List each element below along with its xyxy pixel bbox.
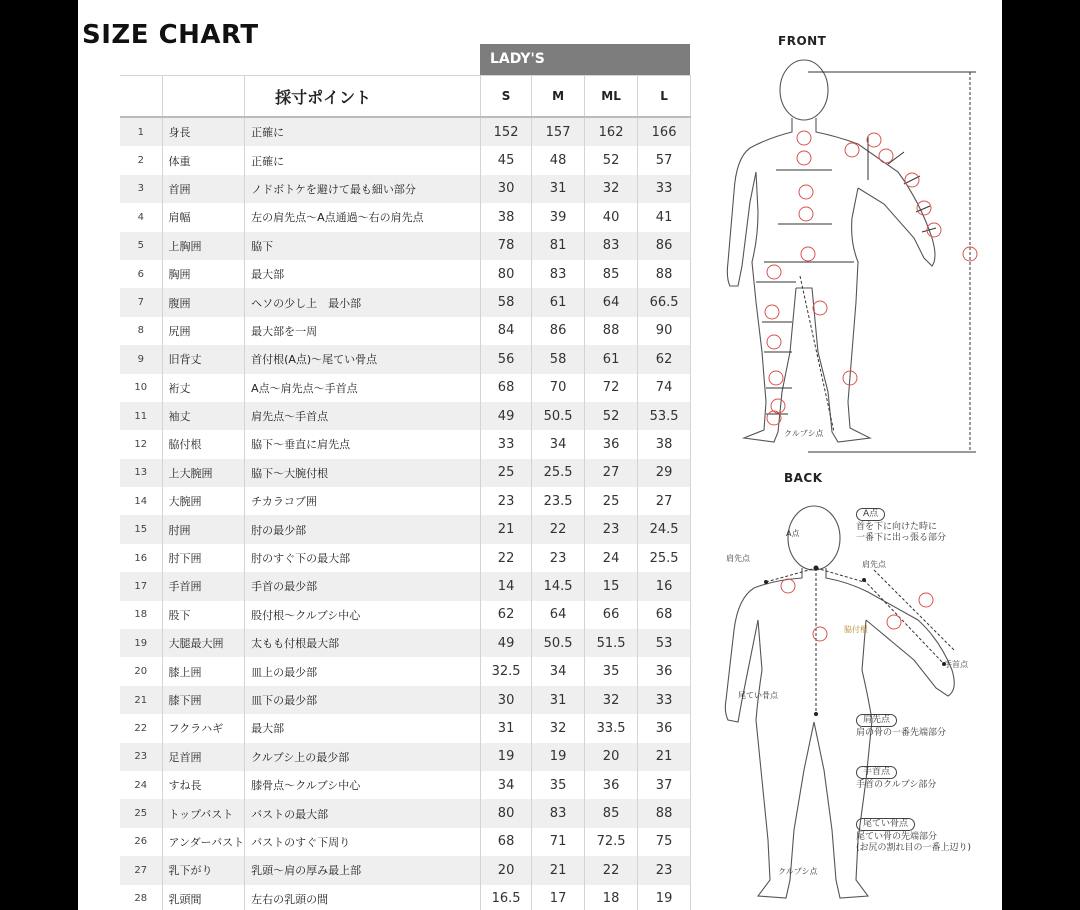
row-size-l: 86 — [638, 232, 691, 260]
row-measure-point: クルブシ上の最少部 — [245, 743, 481, 771]
size-chart-sheet — [78, 0, 1002, 910]
row-no: 16 — [120, 544, 162, 572]
row-no: 9 — [120, 345, 162, 373]
row-size-ml: 15 — [585, 572, 638, 600]
row-no: 14 — [120, 487, 162, 515]
row-size-l: 75 — [638, 828, 691, 856]
row-size-ml: 18 — [585, 885, 638, 910]
row-size-l: 53.5 — [638, 402, 691, 430]
front-body-figure — [708, 52, 1002, 462]
table-row — [120, 686, 691, 714]
row-name: 胸囲 — [162, 260, 245, 288]
row-name: 股下 — [162, 601, 245, 629]
row-size-ml: 52 — [585, 402, 638, 430]
row-size-s: 23 — [481, 487, 532, 515]
row-size-l: 33 — [638, 175, 691, 203]
row-measure-point: 肘のすぐ下の最大部 — [245, 544, 481, 572]
row-measure-point: 脇下〜大腕付根 — [245, 459, 481, 487]
row-measure-point: 左の肩先点〜A点通過〜右の肩先点 — [245, 203, 481, 231]
row-name: 手首囲 — [162, 572, 245, 600]
note-shoulder-point — [856, 714, 946, 739]
row-no: 11 — [120, 402, 162, 430]
header-no — [120, 76, 162, 118]
note-a-point — [856, 508, 946, 544]
row-size-m: 34 — [532, 657, 585, 685]
back-callout-wrist: 手首点 — [944, 660, 968, 669]
row-measure-point: 太もも付根最大部 — [245, 629, 481, 657]
row-size-ml: 33.5 — [585, 714, 638, 742]
row-size-l: 25.5 — [638, 544, 691, 572]
row-name: 体重 — [162, 146, 245, 174]
row-size-l: 66.5 — [638, 288, 691, 316]
row-size-s: 58 — [481, 288, 532, 316]
table-row — [120, 345, 691, 373]
table-row — [120, 515, 691, 543]
row-name: 旧背丈 — [162, 345, 245, 373]
front-callout-ankle: クルブシ点 — [784, 429, 824, 438]
row-name: アンダーバスト — [162, 828, 245, 856]
row-measure-point: バストの最大部 — [245, 799, 481, 827]
table-row — [120, 657, 691, 685]
row-size-s: 33 — [481, 430, 532, 458]
row-measure-point: 脇下〜垂直に肩先点 — [245, 430, 481, 458]
row-measure-point: 最大部 — [245, 714, 481, 742]
table-row — [120, 799, 691, 827]
row-size-ml: 72 — [585, 374, 638, 402]
back-callout-ankle: クルブシ点 — [778, 867, 818, 876]
group-header-ladys: LADY'S — [480, 44, 690, 75]
row-size-m: 35 — [532, 771, 585, 799]
note-wrist-point-tag: 手首点 — [856, 766, 897, 779]
row-size-l: 88 — [638, 260, 691, 288]
row-measure-point: 正確に — [245, 117, 481, 146]
row-no: 19 — [120, 629, 162, 657]
note-wrist-point — [856, 766, 936, 791]
table-header-row — [120, 76, 691, 118]
row-size-l: 24.5 — [638, 515, 691, 543]
row-measure-point: チカラコブ囲 — [245, 487, 481, 515]
note-a-point-tag: A点 — [856, 508, 885, 521]
header-name — [162, 76, 245, 118]
row-measure-point: ヘソの少し上 最小部 — [245, 288, 481, 316]
page-title: SIZE CHART — [82, 20, 259, 50]
header-measure-point: 採寸ポイント — [245, 76, 481, 118]
row-size-s: 21 — [481, 515, 532, 543]
table-row — [120, 146, 691, 174]
row-size-m: 14.5 — [532, 572, 585, 600]
row-size-s: 19 — [481, 743, 532, 771]
row-no: 1 — [120, 117, 162, 146]
row-size-m: 23 — [532, 544, 585, 572]
row-size-ml: 36 — [585, 430, 638, 458]
row-measure-point: 股付根〜クルブシ中心 — [245, 601, 481, 629]
row-name: 大腕囲 — [162, 487, 245, 515]
row-size-l: 38 — [638, 430, 691, 458]
row-size-ml: 64 — [585, 288, 638, 316]
table-row — [120, 203, 691, 231]
note-a-point-line-1: 首を下に向けた時に — [856, 522, 938, 532]
row-measure-point: 肩先点〜手首点 — [245, 402, 481, 430]
row-name: 肘囲 — [162, 515, 245, 543]
note-wrist-point-line-1: 手首のクルブシ部分 — [856, 780, 937, 790]
row-name: 膝下囲 — [162, 686, 245, 714]
table-row — [120, 402, 691, 430]
row-size-l: 57 — [638, 146, 691, 174]
table-row — [120, 629, 691, 657]
back-label: BACK — [784, 471, 823, 485]
back-callout-a-point: A点 — [786, 529, 800, 538]
row-size-m: 71 — [532, 828, 585, 856]
back-callout-shoulder-right: 肩先点 — [862, 560, 886, 569]
row-no: 18 — [120, 601, 162, 629]
row-size-m: 39 — [532, 203, 585, 231]
table-row — [120, 430, 691, 458]
row-size-m: 70 — [532, 374, 585, 402]
row-size-s: 68 — [481, 828, 532, 856]
row-name: 大腿最大囲 — [162, 629, 245, 657]
row-size-s: 38 — [481, 203, 532, 231]
row-name: 上大腕囲 — [162, 459, 245, 487]
row-size-ml: 85 — [585, 260, 638, 288]
row-size-s: 32.5 — [481, 657, 532, 685]
table-row — [120, 232, 691, 260]
row-size-s: 34 — [481, 771, 532, 799]
row-measure-point: 正確に — [245, 146, 481, 174]
row-size-m: 22 — [532, 515, 585, 543]
header-size-m: M — [532, 76, 585, 118]
row-measure-point: 最大部を一周 — [245, 317, 481, 345]
row-no: 20 — [120, 657, 162, 685]
row-no: 22 — [120, 714, 162, 742]
row-size-ml: 85 — [585, 799, 638, 827]
back-callout-shoulder-left: 肩先点 — [726, 554, 750, 563]
row-size-s: 49 — [481, 402, 532, 430]
row-size-s: 68 — [481, 374, 532, 402]
row-name: 膝上囲 — [162, 657, 245, 685]
row-measure-point: 皿上の最少部 — [245, 657, 481, 685]
row-name: すね長 — [162, 771, 245, 799]
row-name: 身長 — [162, 117, 245, 146]
row-no: 28 — [120, 885, 162, 910]
row-size-m: 157 — [532, 117, 585, 146]
row-name: 上胸囲 — [162, 232, 245, 260]
row-size-ml: 23 — [585, 515, 638, 543]
row-measure-point: 最大部 — [245, 260, 481, 288]
row-name: 脇付根 — [162, 430, 245, 458]
table-body — [120, 117, 691, 910]
note-shoulder-point-line-1: 肩の骨の一番先端部分 — [856, 728, 947, 738]
row-name: 首囲 — [162, 175, 245, 203]
row-size-m: 50.5 — [532, 402, 585, 430]
table-row — [120, 572, 691, 600]
back-callout-tailbone: 尾てい骨点 — [738, 691, 778, 700]
row-size-ml: 66 — [585, 601, 638, 629]
row-name: フクラハギ — [162, 714, 245, 742]
row-size-s: 20 — [481, 856, 532, 884]
table-row — [120, 260, 691, 288]
row-size-s: 56 — [481, 345, 532, 373]
row-measure-point: 左右の乳頭の間 — [245, 885, 481, 910]
row-size-l: 36 — [638, 657, 691, 685]
back-callout-armpit: 脇付根 — [844, 625, 868, 634]
row-size-m: 21 — [532, 856, 585, 884]
row-size-l: 62 — [638, 345, 691, 373]
row-no: 24 — [120, 771, 162, 799]
table-row — [120, 601, 691, 629]
table-row — [120, 487, 691, 515]
row-size-ml: 52 — [585, 146, 638, 174]
body-figures — [688, 0, 1002, 910]
row-no: 4 — [120, 203, 162, 231]
table-row — [120, 317, 691, 345]
row-no: 3 — [120, 175, 162, 203]
row-size-ml: 27 — [585, 459, 638, 487]
row-size-s: 16.5 — [481, 885, 532, 910]
row-size-ml: 61 — [585, 345, 638, 373]
row-name: トップバスト — [162, 799, 245, 827]
row-size-s: 30 — [481, 686, 532, 714]
table-row — [120, 771, 691, 799]
row-size-ml: 32 — [585, 686, 638, 714]
note-tailbone-point-line-1: 尾てい骨の先端部分 — [856, 832, 938, 842]
row-size-s: 31 — [481, 714, 532, 742]
row-no: 21 — [120, 686, 162, 714]
row-size-l: 16 — [638, 572, 691, 600]
table-row — [120, 714, 691, 742]
row-size-s: 45 — [481, 146, 532, 174]
row-no: 26 — [120, 828, 162, 856]
row-no: 27 — [120, 856, 162, 884]
row-no: 23 — [120, 743, 162, 771]
row-no: 7 — [120, 288, 162, 316]
row-size-ml: 51.5 — [585, 629, 638, 657]
row-size-m: 83 — [532, 260, 585, 288]
table-row — [120, 544, 691, 572]
row-no: 6 — [120, 260, 162, 288]
row-size-s: 78 — [481, 232, 532, 260]
row-size-s: 152 — [481, 117, 532, 146]
row-measure-point: 首付根(A点)〜尾てい骨点 — [245, 345, 481, 373]
header-size-ml: ML — [585, 76, 638, 118]
row-size-s: 25 — [481, 459, 532, 487]
table-row — [120, 117, 691, 146]
row-no: 5 — [120, 232, 162, 260]
row-size-s: 62 — [481, 601, 532, 629]
row-size-m: 32 — [532, 714, 585, 742]
row-size-s: 22 — [481, 544, 532, 572]
row-size-m: 61 — [532, 288, 585, 316]
row-size-l: 27 — [638, 487, 691, 515]
note-tailbone-point-tag: 尾てい骨点 — [856, 818, 915, 831]
note-tailbone-point-line-2: (お尻の割れ目の一番上辺り) — [856, 843, 972, 853]
table-row — [120, 459, 691, 487]
table-row — [120, 374, 691, 402]
row-size-l: 37 — [638, 771, 691, 799]
row-name: 肩幅 — [162, 203, 245, 231]
row-size-m: 17 — [532, 885, 585, 910]
table-row — [120, 175, 691, 203]
row-size-l: 166 — [638, 117, 691, 146]
row-name: 乳頭間 — [162, 885, 245, 910]
front-label: FRONT — [778, 34, 827, 48]
row-name: 裄丈 — [162, 374, 245, 402]
row-size-m: 50.5 — [532, 629, 585, 657]
row-size-l: 29 — [638, 459, 691, 487]
row-size-m: 64 — [532, 601, 585, 629]
row-size-s: 14 — [481, 572, 532, 600]
row-size-ml: 32 — [585, 175, 638, 203]
row-size-m: 86 — [532, 317, 585, 345]
row-size-ml: 20 — [585, 743, 638, 771]
row-size-l: 88 — [638, 799, 691, 827]
row-no: 17 — [120, 572, 162, 600]
row-size-l: 19 — [638, 885, 691, 910]
row-measure-point: 肘の最少部 — [245, 515, 481, 543]
row-size-ml: 25 — [585, 487, 638, 515]
note-shoulder-point-tag: 肩先点 — [856, 714, 897, 727]
row-measure-point: 皿下の最少部 — [245, 686, 481, 714]
row-no: 25 — [120, 799, 162, 827]
row-size-m: 31 — [532, 175, 585, 203]
row-size-ml: 24 — [585, 544, 638, 572]
row-size-l: 68 — [638, 601, 691, 629]
row-size-s: 30 — [481, 175, 532, 203]
row-size-l: 90 — [638, 317, 691, 345]
table-row — [120, 856, 691, 884]
table-row — [120, 828, 691, 856]
row-size-ml: 22 — [585, 856, 638, 884]
row-size-ml: 40 — [585, 203, 638, 231]
row-size-ml: 162 — [585, 117, 638, 146]
table-row — [120, 885, 691, 910]
row-measure-point: ノドボトケを避けて最も細い部分 — [245, 175, 481, 203]
row-name: 乳下がり — [162, 856, 245, 884]
row-size-ml: 88 — [585, 317, 638, 345]
row-size-ml: 72.5 — [585, 828, 638, 856]
row-size-l: 53 — [638, 629, 691, 657]
row-size-ml: 35 — [585, 657, 638, 685]
header-size-l: L — [638, 76, 691, 118]
row-size-m: 48 — [532, 146, 585, 174]
row-size-m: 23.5 — [532, 487, 585, 515]
row-size-s: 84 — [481, 317, 532, 345]
row-measure-point: 脇下 — [245, 232, 481, 260]
row-name: 尻囲 — [162, 317, 245, 345]
row-measure-point: A点〜肩先点〜手首点 — [245, 374, 481, 402]
row-size-m: 81 — [532, 232, 585, 260]
row-measure-point: バストのすぐ下周り — [245, 828, 481, 856]
row-size-m: 34 — [532, 430, 585, 458]
row-size-ml: 36 — [585, 771, 638, 799]
table-row — [120, 288, 691, 316]
row-measure-point: 膝骨点〜クルブシ中心 — [245, 771, 481, 799]
row-size-m: 58 — [532, 345, 585, 373]
row-size-l: 74 — [638, 374, 691, 402]
row-size-l: 21 — [638, 743, 691, 771]
row-size-s: 80 — [481, 799, 532, 827]
header-size-s: S — [481, 76, 532, 118]
row-size-l: 33 — [638, 686, 691, 714]
note-a-point-line-2: 一番下に出っ張る部分 — [856, 533, 947, 543]
note-tailbone-point — [856, 818, 971, 854]
row-size-l: 36 — [638, 714, 691, 742]
row-size-l: 41 — [638, 203, 691, 231]
size-table — [120, 75, 691, 910]
row-measure-point: 乳頭〜肩の厚み最上部 — [245, 856, 481, 884]
row-no: 10 — [120, 374, 162, 402]
row-name: 肘下囲 — [162, 544, 245, 572]
row-measure-point: 手首の最少部 — [245, 572, 481, 600]
row-size-m: 19 — [532, 743, 585, 771]
row-no: 13 — [120, 459, 162, 487]
row-size-m: 83 — [532, 799, 585, 827]
row-size-s: 80 — [481, 260, 532, 288]
row-size-l: 23 — [638, 856, 691, 884]
row-no: 8 — [120, 317, 162, 345]
row-size-ml: 83 — [585, 232, 638, 260]
row-size-m: 31 — [532, 686, 585, 714]
row-size-m: 25.5 — [532, 459, 585, 487]
table-row — [120, 743, 691, 771]
row-name: 腹囲 — [162, 288, 245, 316]
row-name: 足首囲 — [162, 743, 245, 771]
row-no: 12 — [120, 430, 162, 458]
row-size-s: 49 — [481, 629, 532, 657]
row-name: 袖丈 — [162, 402, 245, 430]
row-no: 15 — [120, 515, 162, 543]
row-no: 2 — [120, 146, 162, 174]
